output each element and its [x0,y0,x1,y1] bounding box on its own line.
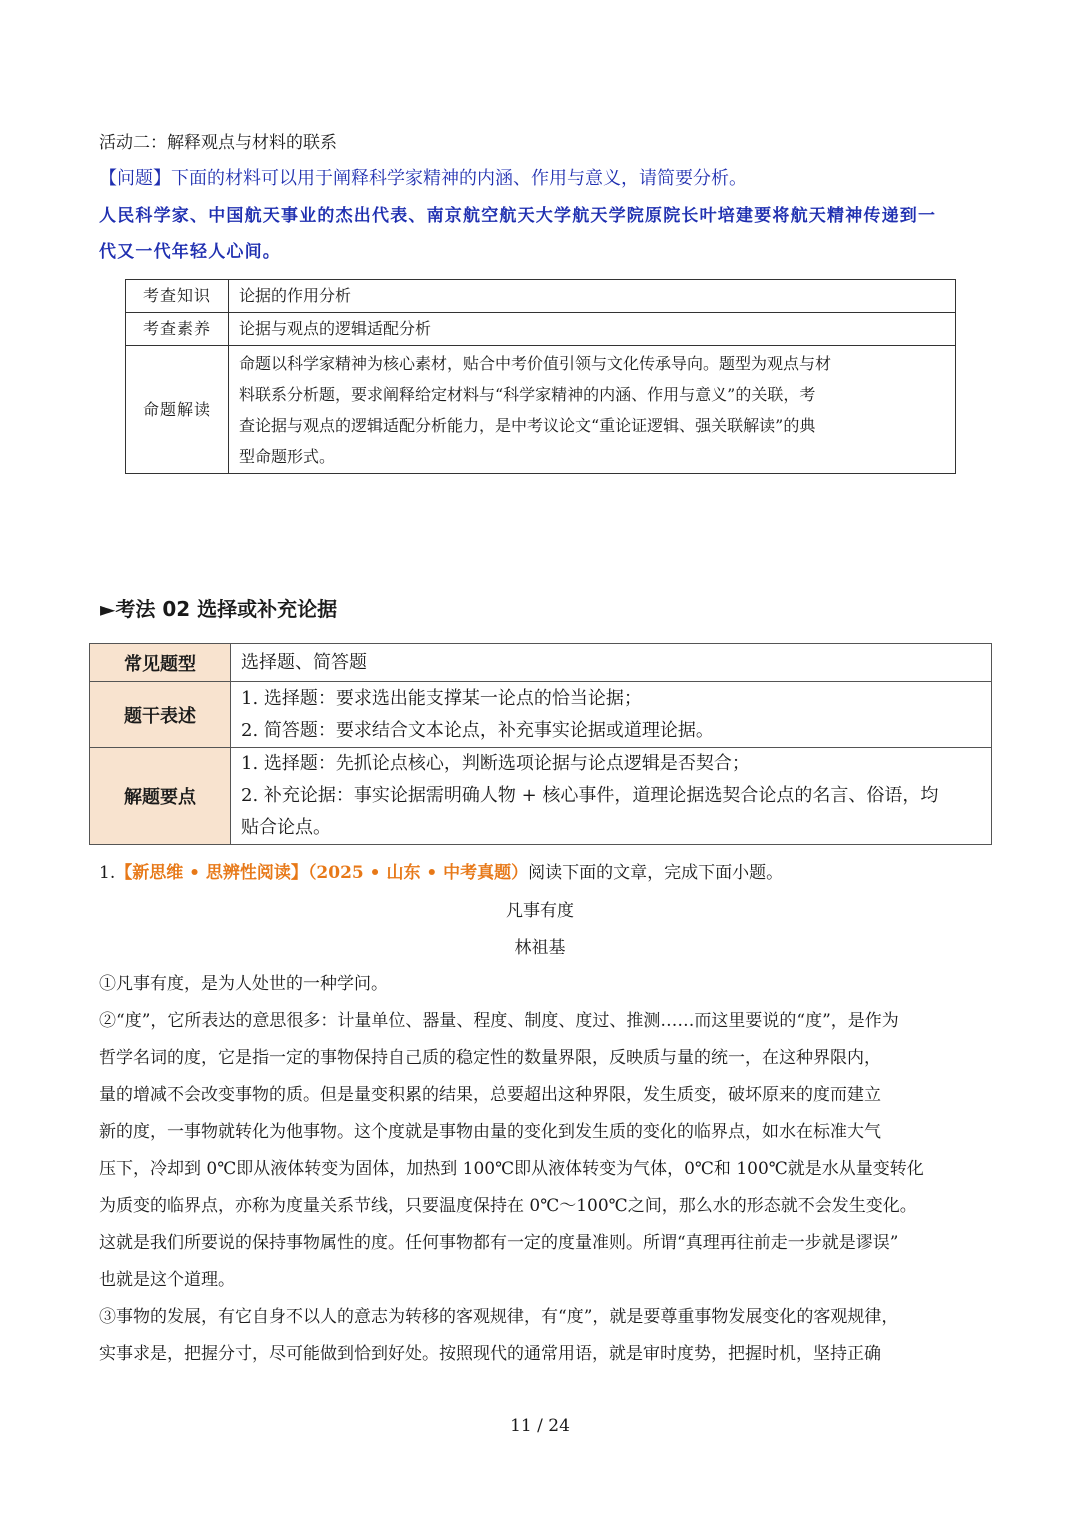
section-heading [100,593,337,622]
exercise-instruction: 阅读下面的文章，完成下面小题。 [528,863,784,883]
row-line: 1. 选择题：要求选出能支撑某一论点的恰当论据； [241,687,642,709]
paragraph-line: ③事物的发展，有它自身不以人的意志为转移的客观规律，有“度”，就是要尊重事物发展变化的客观规律， [99,1307,899,1327]
table-row [126,313,956,346]
row-line: 查论据与观点的逻辑适配分析能力，是中考议论文“重论证逻辑、强关联解读”的典 [239,415,816,435]
row-key: 解题要点 [90,748,231,845]
row-key: 题干表述 [90,682,231,748]
row-line: 选择题、简答题 [241,651,367,673]
row-line: 型命题形式。 [239,446,336,466]
question-tag: 【问题】 [99,168,171,189]
question-line [99,168,747,190]
section-title: 考法 02 选择或补充论据 [115,597,338,621]
row-value: 论据的作用分析 [229,280,956,313]
paragraph-line: ①凡事有度，是为人处世的一种学问。 [99,974,388,994]
row-value: 论据与观点的逻辑适配分析 [229,313,956,346]
article-title: 凡事有度 [506,901,574,921]
triangle-marker-icon: ► [100,597,116,621]
table-row [90,644,992,682]
row-key: 考查素养 [126,313,229,346]
question-text: 下面的材料可以用于阐释科学家精神的内涵、作用与意义，请简要分析。 [171,168,747,189]
row-line: 2. 补充论据：事实论据需明确人物 + 核心事件，道理论据选契合论点的名言、俗语，均 [241,785,939,806]
row-value [229,346,956,474]
paragraph-line: 新的度，一事物就转化为他事物。这个度就是事物由量的变化到发生质的变化的临界点，如水在标准大气 [99,1122,881,1142]
row-line: 1. 选择题：先抓论点核心，判断选项论据与论点逻辑是否契合； [241,753,750,774]
article-author: 林祖基 [514,938,566,958]
row-value [231,644,992,682]
paragraph-line: 实事求是，把握分寸，尽可能做到恰到好处。按照现代的通常用语，就是审时度势，把握时机，坚持正确 [99,1344,881,1364]
table-row [90,682,992,748]
table-row [126,280,956,313]
article-body [99,966,983,1373]
row-key: 常见题型 [90,644,231,682]
exercise-number: 1. [99,863,116,883]
method-table [89,643,992,845]
material-line-1: 人民科学家、中国航天事业的杰出代表、南京航空航天大学航天学院原院长叶培建要将航天精神传递到一 [99,206,937,226]
paragraph-line: 为质变的临界点，亦称为度量关系节线，只要温度保持在 0℃～100℃之间，那么水的形态就不会发生变化。 [99,1196,917,1216]
row-line: 命题以科学家精神为核心素材，贴合中考价值引领与文化传承导向。题型为观点与材 [239,353,832,373]
exercise-source: （2025 • 山东 • 中考真题） [307,863,529,883]
row-line: 料联系分析题，要求阐释给定材料与“科学家精神的内涵、作用与意义”的关联，考 [239,384,816,404]
paragraph-line: 哲学名词的度，它是指一定的事物保持自己质的稳定性的数量界限，反映质与量的统一，在这种界限内， [99,1048,881,1068]
row-key: 命题解读 [126,346,229,474]
activity-heading: 活动二：解释观点与材料的联系 [99,133,337,153]
paragraph-line: 量的增减不会改变事物的质。但是量变积累的结果，总要超出这种界限，发生质变，破坏原来的度而建立 [99,1085,881,1105]
paragraph-line: 压下，冷却到 0℃即从液体转变为固体，加热到 100℃即从液体转变为气体，0℃和 100℃就是水从量变转化 [99,1159,924,1179]
row-line: 贴合论点。 [241,817,331,838]
row-value [231,748,992,845]
paragraph-line: ②“度”，它所表达的意思很多：计量单位、器量、程度、制度、度过、推测……而这里要说的“度”，是作为 [99,1011,899,1031]
table-row [126,346,956,474]
paragraph-line: 也就是这个道理。 [99,1270,235,1290]
exercise-tag: 【新思维 • 思辨性阅读】 [115,863,308,883]
row-line: 2. 简答题：要求结合文本论点，补充事实论据或道理论据。 [241,719,714,741]
table-row [90,748,992,845]
row-key: 考查知识 [126,280,229,313]
row-value [231,682,992,748]
material-line-2: 代又一代年轻人心间。 [99,242,281,262]
analysis-table [125,279,956,474]
exercise-header [99,862,783,884]
page-number: 11 / 24 [510,1416,570,1436]
paragraph-line: 这就是我们所要说的保持事物属性的度。任何事物都有一定的度量准则。所谓“真理再往前走一步就是谬误” [99,1233,899,1253]
